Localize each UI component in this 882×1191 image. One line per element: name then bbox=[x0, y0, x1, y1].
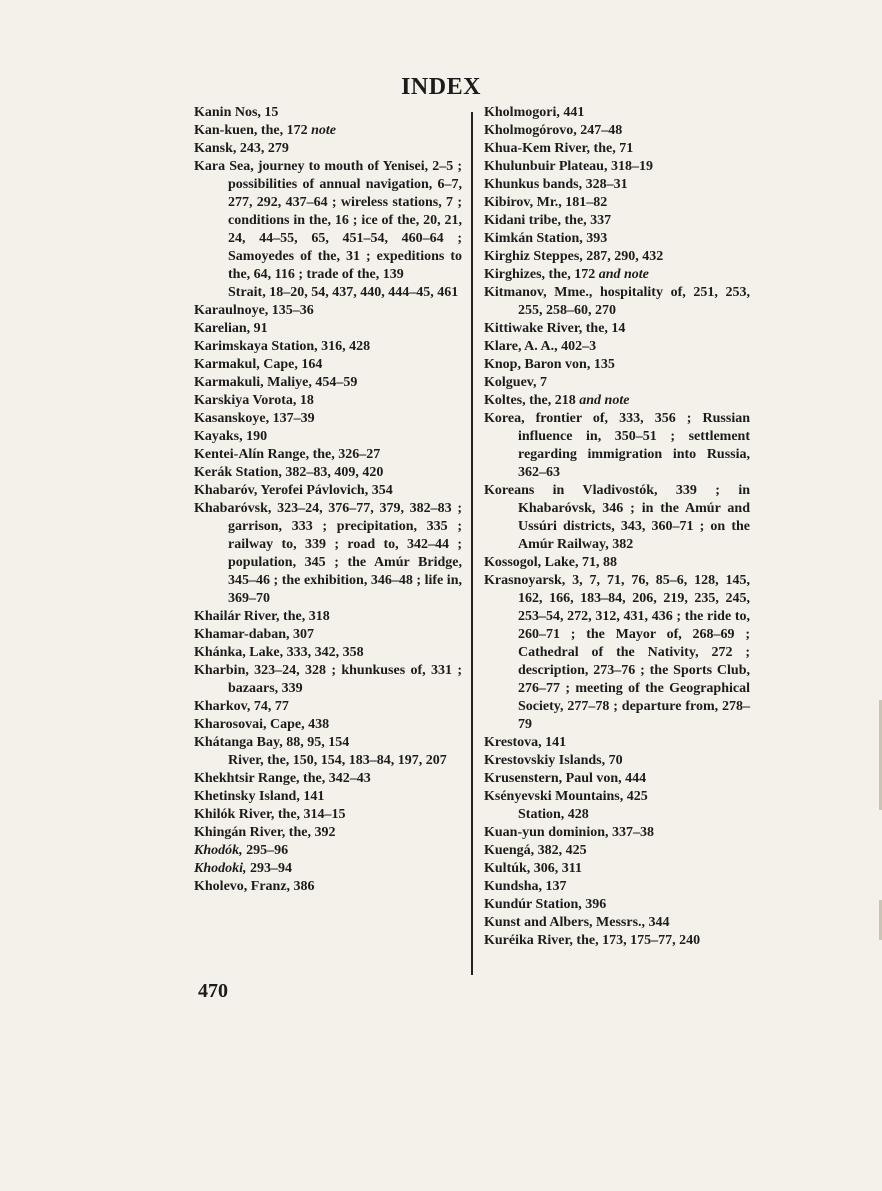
index-entry-text: Kharkov, 74, 77 bbox=[194, 699, 289, 714]
index-entry bbox=[484, 752, 750, 770]
index-entry-text: Karskiya Vorota, 18 bbox=[194, 393, 314, 408]
index-entry bbox=[484, 212, 750, 230]
index-entry bbox=[194, 842, 462, 860]
index-entry bbox=[484, 320, 750, 338]
index-entry-text: Koreans in Vladivostók, 339 ; in Khabaróvsk, 346 ; in the Amúr and Ussúri districts, 343, 360–71 ; on the Amúr Railway, 382 bbox=[484, 483, 750, 552]
index-entry-text: Kharosovai, Cape, 438 bbox=[194, 717, 330, 732]
page-title: INDEX bbox=[401, 74, 481, 100]
index-entry bbox=[194, 860, 462, 878]
index-entry bbox=[194, 158, 462, 284]
index-entry-text: Kansk, 243, 279 bbox=[194, 141, 289, 156]
index-entry bbox=[194, 644, 462, 662]
index-entry bbox=[484, 914, 750, 932]
index-entry-text: Kolguev, 7 bbox=[484, 375, 548, 390]
index-entry-text: Kholevo, Franz, 386 bbox=[194, 879, 315, 894]
index-entry bbox=[484, 788, 750, 806]
index-entry-text: Krasnoyarsk, 3, 7, 71, 76, 85–6, 128, 145, 162, 166, 183–84, 206, 219, 235, 245, 253–54, 272, 312, 431, 436 ; the ride to, 260–71 ; the Mayor of, 268–69 ; Cathedral of the Nativity, 272 ; description, 273–76 ; the Sports Club, 276–77 ; meeting of the Geographical Society, 277–78 ; departure from, 278–79 bbox=[484, 573, 750, 732]
index-entry-text: Karelian, 91 bbox=[194, 321, 268, 336]
index-entry bbox=[484, 896, 750, 914]
index-entry-text: Knop, Baron von, 135 bbox=[484, 357, 615, 372]
index-entry-text: Khua-Kem River, the, 71 bbox=[484, 141, 634, 156]
index-entry-text: Kittiwake River, the, 14 bbox=[484, 321, 626, 336]
index-entry bbox=[484, 842, 750, 860]
index-entry-text: Kossogol, Lake, 71, 88 bbox=[484, 555, 618, 570]
index-entry-text: Karaulnoye, 135–36 bbox=[194, 303, 314, 318]
index-entry bbox=[484, 932, 750, 950]
index-entry-text: Khabaróv, Yerofei Pávlovich, 354 bbox=[194, 483, 393, 498]
index-entry-text: Ksényevski Mountains, 425 bbox=[484, 789, 648, 804]
index-entry-text: Karmakuli, Maliye, 454–59 bbox=[194, 375, 358, 390]
index-entry-text: Korea, frontier of, 333, 356 ; Russian influence in, 350–51 ; settlement regarding immigration into Russia, 362–63 bbox=[484, 411, 750, 480]
index-entry-text: Station, 428 bbox=[518, 807, 589, 822]
index-entry-text: Kerák Station, 382–83, 409, 420 bbox=[194, 465, 384, 480]
index-entry-text: Kirghizes, the, 172 bbox=[484, 267, 599, 282]
index-entry-text: Kayaks, 190 bbox=[194, 429, 268, 444]
index-entry-italic-lead: Khodoki, bbox=[194, 861, 247, 876]
index-entry bbox=[484, 860, 750, 878]
index-entry-text: Khánka, Lake, 333, 342, 358 bbox=[194, 645, 364, 660]
index-entry bbox=[194, 626, 462, 644]
index-entry-text: Kentei-Alín Range, the, 326–27 bbox=[194, 447, 381, 462]
index-column-left bbox=[194, 104, 462, 896]
index-entry bbox=[194, 374, 462, 392]
index-entry-text: Kultúk, 306, 311 bbox=[484, 861, 583, 876]
index-entry bbox=[194, 662, 462, 698]
index-entry-text: Karmakul, Cape, 164 bbox=[194, 357, 323, 372]
index-entry-text: Kunst and Albers, Messrs., 344 bbox=[484, 915, 670, 930]
index-entry-italic-note: and note bbox=[579, 393, 630, 408]
index-entry bbox=[484, 374, 750, 392]
index-entry bbox=[484, 806, 750, 824]
index-entry-italic-lead: Khodók, bbox=[194, 843, 243, 858]
index-entry bbox=[194, 698, 462, 716]
index-entry bbox=[194, 410, 462, 428]
index-entry bbox=[484, 104, 750, 122]
index-entry bbox=[484, 770, 750, 788]
index-entry bbox=[484, 392, 750, 410]
index-entry bbox=[194, 356, 462, 374]
index-entry bbox=[194, 788, 462, 806]
index-entry bbox=[194, 428, 462, 446]
index-entry-text: River, the, 150, 154, 183–84, 197, 207 bbox=[228, 753, 447, 768]
page-number: 470 bbox=[198, 980, 228, 1002]
index-entry bbox=[484, 482, 750, 554]
index-entry-text: 293–94 bbox=[246, 861, 293, 876]
index-entry bbox=[194, 878, 462, 896]
index-entry-text: Kundúr Station, 396 bbox=[484, 897, 607, 912]
index-entry-text: Kharbin, 323–24, 328 ; khunkuses of, 331 ; bazaars, 339 bbox=[194, 663, 462, 696]
index-entry bbox=[484, 248, 750, 266]
index-entry-text: Kan-kuen, the, 172 bbox=[194, 123, 312, 138]
index-entry-text: Khingán River, the, 392 bbox=[194, 825, 336, 840]
index-entry bbox=[194, 824, 462, 842]
index-entry-text: Klare, A. A., 402–3 bbox=[484, 339, 597, 354]
index-entry-text: Kholmogori, 441 bbox=[484, 105, 585, 120]
index-entry-italic-note: note bbox=[311, 123, 336, 138]
index-entry-text: Kasanskoye, 137–39 bbox=[194, 411, 315, 426]
index-entry-text: Koltes, the, 218 bbox=[484, 393, 580, 408]
index-entry-text: Khekhtsir Range, the, 342–43 bbox=[194, 771, 371, 786]
index-entry-text: Kirghiz Steppes, 287, 290, 432 bbox=[484, 249, 664, 264]
index-entry bbox=[194, 446, 462, 464]
index-entry bbox=[484, 410, 750, 482]
index-entry bbox=[194, 500, 462, 608]
index-entry-text: Khátanga Bay, 88, 95, 154 bbox=[194, 735, 350, 750]
index-entry-italic-note: and note bbox=[598, 267, 649, 282]
index-entry-text: Khilók River, the, 314–15 bbox=[194, 807, 346, 822]
index-entry-text: Kuréika River, the, 173, 175–77, 240 bbox=[484, 933, 701, 948]
index-entry bbox=[194, 608, 462, 626]
index-entry bbox=[484, 824, 750, 842]
index-entry bbox=[484, 572, 750, 734]
index-entry-text: Kundsha, 137 bbox=[484, 879, 567, 894]
index-entry bbox=[194, 302, 462, 320]
index-entry bbox=[194, 140, 462, 158]
column-divider bbox=[471, 112, 473, 975]
index-entry-text: Karimskaya Station, 316, 428 bbox=[194, 339, 371, 354]
index-entry-text: Kuan-yun dominion, 337–38 bbox=[484, 825, 654, 840]
index-entry bbox=[194, 482, 462, 500]
index-entry bbox=[484, 266, 750, 284]
index-entry bbox=[194, 104, 462, 122]
index-entry bbox=[194, 122, 462, 140]
index-entry-text: Khailár River, the, 318 bbox=[194, 609, 330, 624]
index-entry bbox=[484, 338, 750, 356]
index-entry bbox=[194, 338, 462, 356]
index-entry-text: Khabaróvsk, 323–24, 376–77, 379, 382–83 ; garrison, 333 ; precipitation, 335 ; railway to, 339 ; road to, 342–44 ; population, 345 ; the Amúr Bridge, 345–46 ; the exhibition, 346–48 ; life in, 369–70 bbox=[194, 501, 462, 606]
index-entry bbox=[484, 140, 750, 158]
index-entry bbox=[194, 464, 462, 482]
index-entry bbox=[194, 716, 462, 734]
index-entry-text: Kanin Nos, 15 bbox=[194, 105, 279, 120]
index-entry-text: Kibirov, Mr., 181–82 bbox=[484, 195, 608, 210]
index-entry bbox=[484, 734, 750, 752]
index-entry-text: Khunkus bands, 328–31 bbox=[484, 177, 628, 192]
index-entry-text: Kimkán Station, 393 bbox=[484, 231, 608, 246]
index-entry-text: Kuengá, 382, 425 bbox=[484, 843, 587, 858]
index-entry-text: Strait, 18–20, 54, 437, 440, 444–45, 461 bbox=[228, 285, 459, 300]
index-entry-text: Khamar-daban, 307 bbox=[194, 627, 315, 642]
index-entry-text: Kitmanov, Mme., hospitality of, 251, 253, 255, 258–60, 270 bbox=[484, 285, 750, 318]
index-entry bbox=[194, 806, 462, 824]
index-entry-text: Kholmogórovo, 247–48 bbox=[484, 123, 623, 138]
index-entry bbox=[194, 284, 462, 302]
index-entry-text: Khetinsky Island, 141 bbox=[194, 789, 325, 804]
index-entry bbox=[484, 230, 750, 248]
index-entry bbox=[194, 734, 462, 752]
index-entry-text: Kara Sea, journey to mouth of Yenisei, 2–5 ; possibilities of annual navigation, 6–7, 277, 292, 437–64 ; wireless stations, 7 ; conditions in the, 16 ; ice of the, 20, 21, 24, 44–55, 65, 451–54, 460–64 ; Samoyedes of the, 31 ; expeditions to the, 64, 116 ; trade of the, 139 bbox=[194, 159, 462, 282]
index-entry bbox=[484, 356, 750, 374]
index-entry-text: Krestova, 141 bbox=[484, 735, 567, 750]
index-entry bbox=[194, 392, 462, 410]
index-entry bbox=[194, 320, 462, 338]
index-column-right bbox=[484, 104, 750, 950]
index-entry bbox=[194, 752, 462, 770]
index-entry bbox=[484, 194, 750, 212]
index-entry bbox=[484, 158, 750, 176]
index-entry bbox=[484, 122, 750, 140]
index-entry-text: Khulunbuir Plateau, 318–19 bbox=[484, 159, 653, 174]
index-entry-text: Krestovskiy Islands, 70 bbox=[484, 753, 623, 768]
index-entry-text: Krusenstern, Paul von, 444 bbox=[484, 771, 647, 786]
index-entry bbox=[484, 284, 750, 320]
index-entry bbox=[484, 878, 750, 896]
index-entry-text: Kidani tribe, the, 337 bbox=[484, 213, 612, 228]
index-entry bbox=[484, 554, 750, 572]
index-entry-text: 295–96 bbox=[242, 843, 289, 858]
index-entry bbox=[484, 176, 750, 194]
index-entry bbox=[194, 770, 462, 788]
